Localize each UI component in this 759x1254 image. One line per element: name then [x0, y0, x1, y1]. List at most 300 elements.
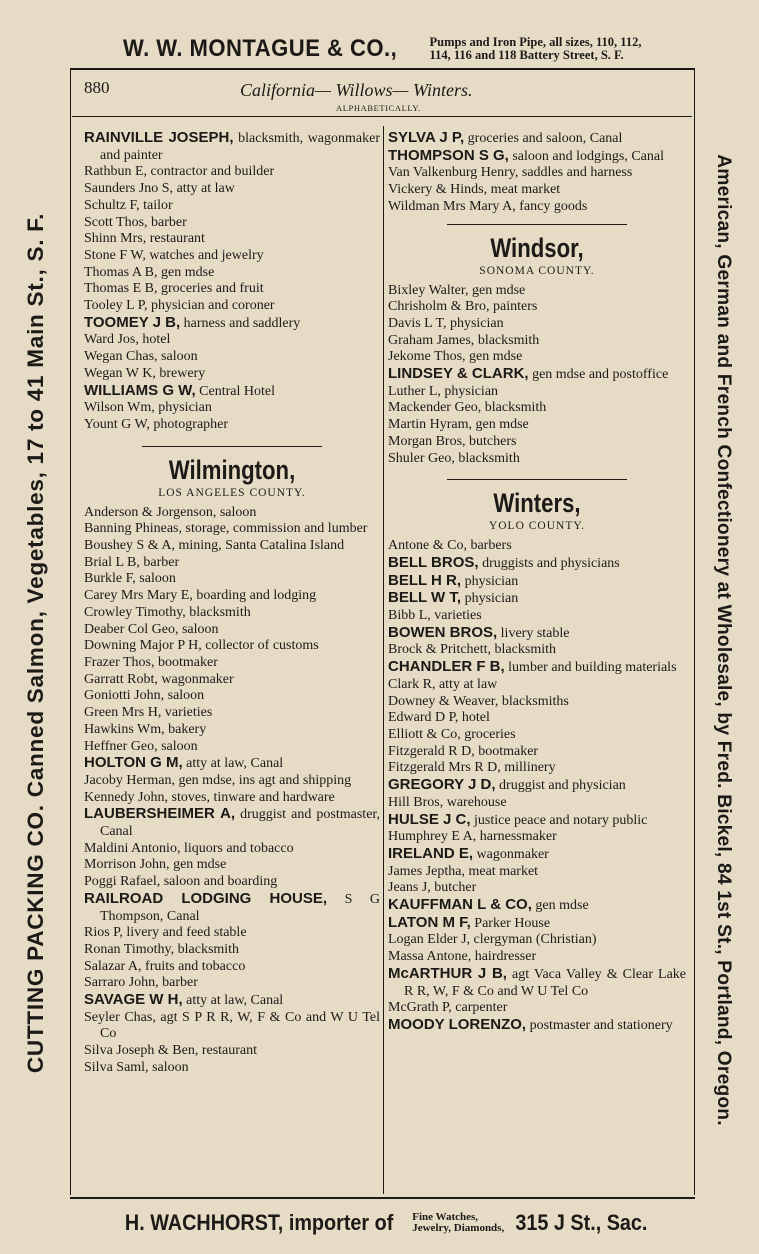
entry-occupation: physician — [440, 383, 499, 399]
entry-name: Ward Jos, — [84, 332, 139, 348]
directory-entry — [388, 316, 686, 333]
directory-entry — [388, 897, 686, 915]
entry-name: Saunders Jno S, — [84, 181, 174, 197]
entry-name: Ronan Timothy, — [84, 941, 175, 957]
county-label-windsor: SONOMA COUNTY. — [479, 264, 595, 277]
entry-name: Shinn Mrs, — [84, 231, 147, 247]
directory-entry — [388, 864, 686, 881]
entry-name: McARTHUR J B, — [388, 964, 507, 982]
directory-entry — [84, 130, 380, 164]
directory-entry — [388, 349, 686, 366]
directory-entry — [84, 505, 380, 522]
directory-entry — [84, 1010, 380, 1043]
winters-entries-list — [388, 538, 686, 1034]
entry-name: Goniotti John, — [84, 688, 165, 704]
bottom-ad-address: 315 J St., Sac. — [515, 1210, 648, 1235]
left-column — [84, 130, 380, 1077]
willows-entries-list — [84, 130, 380, 434]
entry-occupation: blacksmith, wagonmaker and painter — [100, 131, 380, 163]
town-heading-winters: Winters, — [493, 488, 581, 519]
entry-occupation: saloon — [178, 621, 219, 637]
entry-occupation: photographer — [149, 416, 229, 432]
directory-entry — [84, 164, 380, 181]
entry-occupation: saloon — [157, 738, 198, 754]
entry-occupation: meat market — [464, 863, 539, 879]
directory-entry — [388, 400, 686, 417]
directory-entry — [388, 966, 686, 1000]
entry-name: Scott Thos, — [84, 214, 148, 230]
entry-occupation: groceries and saloon, Canal — [464, 131, 623, 146]
entry-occupation: gen mdse — [157, 264, 215, 280]
directory-entry — [388, 130, 686, 148]
directory-entry — [84, 265, 380, 282]
entry-name: BELL BROS, — [388, 553, 479, 571]
directory-entry — [388, 608, 686, 625]
directory-entry — [84, 215, 380, 232]
entry-name: Sarraro John, — [84, 975, 159, 991]
entry-name: Downing Major P H, — [84, 638, 202, 654]
town-heading-wilmington: Wilmington, — [168, 454, 296, 485]
right-side-ad-text: American, German and French Confectionery at Wholesale, by Fred. Bickel, 84 1st St., Portland, Oregon. — [713, 154, 734, 1126]
directory-entry — [388, 573, 686, 591]
entry-occupation: atty at law — [173, 181, 235, 197]
entry-name: Hawkins Wm, — [84, 721, 165, 737]
entry-name: Carey Mrs Mary E, — [84, 588, 193, 604]
header-rule — [72, 116, 692, 117]
entry-occupation: physician — [461, 591, 519, 607]
directory-entry — [84, 959, 380, 976]
directory-entry — [84, 925, 380, 942]
directory-entry — [388, 199, 686, 216]
entry-occupation: groceries — [460, 726, 516, 742]
directory-entry — [388, 165, 686, 182]
directory-entry — [84, 688, 380, 705]
directory-entry — [388, 366, 686, 384]
entry-name: Seyler Chas, — [84, 1009, 156, 1025]
entry-name: GREGORY J D, — [388, 776, 496, 794]
directory-entry — [388, 727, 686, 744]
entry-occupation: lumber and building materials — [504, 660, 677, 676]
entry-name: Rios P, — [84, 925, 123, 941]
directory-entry — [388, 880, 686, 897]
directory-entry — [388, 659, 686, 677]
entry-name: Hill Bros, — [388, 794, 444, 810]
entry-occupation: hotel — [138, 332, 171, 348]
entry-name: TOOMEY J B, — [84, 313, 181, 331]
entry-occupation: boarding and lodging — [192, 588, 317, 604]
entry-occupation: druggists and physicians — [478, 555, 620, 571]
directory-entry — [84, 281, 380, 298]
directory-entry — [84, 538, 380, 555]
entry-occupation: restaurant — [146, 231, 205, 247]
bottom-ad-goods-line-2: Jewelry, Diamonds, — [412, 1222, 505, 1234]
town-heading-windsor: Windsor, — [490, 232, 584, 263]
directory-entry — [84, 366, 380, 383]
entry-name: Fitzgerald R D, — [388, 743, 475, 759]
entry-name: Yount G W, — [84, 416, 150, 432]
entry-occupation: gen mdse — [468, 282, 526, 298]
directory-entry — [388, 333, 686, 350]
directory-entry — [84, 349, 380, 366]
running-title: California— Willows— Winters. — [240, 80, 473, 100]
directory-entry — [84, 383, 380, 401]
entry-occupation: fancy goods — [515, 198, 588, 214]
directory-entry — [84, 992, 380, 1010]
entry-occupation: physician and coroner — [147, 298, 275, 314]
top-advertisement — [70, 30, 695, 70]
entry-name: Wegan Chas, — [84, 349, 158, 365]
entry-occupation: druggist and physician — [495, 778, 626, 794]
entry-occupation: meat market — [487, 182, 561, 198]
entry-occupation: butchers — [465, 433, 517, 449]
alphabetically-label: ALPHABETICALLY. — [336, 103, 421, 113]
entry-occupation: saloon — [216, 504, 257, 520]
entry-occupation: barber — [139, 554, 180, 570]
entry-occupation: varieties — [430, 608, 482, 624]
entry-occupation: watches and jewelry — [145, 247, 264, 263]
entry-name: LINDSEY & CLARK, — [388, 365, 529, 383]
directory-entry — [84, 655, 380, 672]
entry-occupation: bakery — [164, 721, 207, 737]
entry-occupation: physician — [154, 400, 212, 416]
left-side-ad-text: CUTTING PACKING CO. Canned Salmon, Vegetables, 17 to 41 Main St., S. F. — [23, 212, 49, 1073]
entry-name: Morgan Bros, — [388, 433, 466, 449]
directory-entry — [84, 942, 380, 959]
entry-occupation: gen mdse — [531, 898, 589, 914]
entry-name: Thomas A B, — [84, 264, 158, 280]
entry-name: Luther L, — [388, 383, 441, 399]
entry-name: MOODY LORENZO, — [388, 1015, 527, 1033]
entry-occupation: blacksmith — [174, 941, 240, 957]
county-label-wilmington: LOS ANGELES COUNTY. — [158, 486, 306, 499]
entry-occupation: blacksmith — [491, 642, 556, 658]
directory-entry — [84, 806, 380, 840]
entry-occupation: restaurant — [198, 1043, 258, 1059]
entry-occupation: fruits and tobacco — [141, 958, 246, 974]
directory-entry — [84, 298, 380, 315]
section-divider — [447, 479, 627, 480]
directory-entry — [84, 638, 380, 655]
entry-occupation: saloon and lodgings, Canal — [508, 148, 664, 164]
entry-name: Boushey S & A, — [84, 538, 176, 554]
directory-entry — [388, 932, 686, 949]
entry-name: James Jeptha, — [388, 863, 465, 879]
directory-entry — [84, 891, 380, 925]
top-ad-details — [430, 36, 642, 62]
directory-entry — [388, 283, 686, 300]
directory-entry — [388, 694, 686, 711]
entry-occupation: atty at law, Canal — [182, 756, 284, 772]
entry-name: Van Valkenburg Henry, — [388, 165, 519, 181]
entry-occupation: hairdresser — [471, 949, 537, 965]
entry-name: Graham James, — [388, 332, 475, 348]
directory-entry — [388, 182, 686, 199]
directory-entry — [84, 555, 380, 572]
entry-name: BELL H R, — [388, 571, 462, 589]
directory-entry — [84, 739, 380, 756]
entry-name: SAVAGE W H, — [84, 991, 183, 1009]
entry-name: Mackender Geo, — [388, 400, 482, 416]
entry-name: Crowley Timothy, — [84, 604, 186, 620]
top-ad-line-2: 114, 116 and 118 Battery Street, S. F. — [429, 48, 624, 62]
entry-name: Chrisholm & Bro, — [388, 299, 490, 315]
right-side-advertisement — [700, 75, 746, 1205]
entry-occupation: saloon — [157, 349, 198, 365]
entry-occupation: tailor — [139, 197, 173, 213]
bottom-ad-goods — [412, 1212, 504, 1234]
entry-name: Heffner Geo, — [84, 738, 158, 754]
entry-name: Salazar A, — [84, 958, 142, 974]
directory-entry — [84, 332, 380, 349]
entry-occupation: agt S P R R, W, F & Co and W U Tel Co — [100, 1009, 381, 1042]
entry-occupation: bootmaker — [154, 654, 218, 670]
entry-occupation: blacksmith — [481, 400, 547, 416]
entry-occupation: barber — [158, 975, 198, 991]
directory-entry — [84, 705, 380, 722]
directory-entry — [84, 181, 380, 198]
entry-name: Kennedy John, — [84, 789, 168, 805]
willows-continued-entries-list — [388, 130, 686, 216]
directory-entry — [388, 555, 686, 573]
directory-entry — [84, 231, 380, 248]
bottom-ad-company: H. WACHHORST, importer of — [124, 1210, 394, 1235]
entry-name: Clark R, — [388, 676, 436, 692]
page-number: 880 — [84, 78, 110, 97]
entry-occupation: contractor and builder — [147, 164, 275, 180]
directory-entry — [84, 315, 380, 333]
entry-name: BOWEN BROS, — [388, 623, 498, 641]
entry-occupation: painters — [489, 299, 538, 315]
entry-name: Shuler Geo, — [388, 450, 455, 466]
directory-entry — [388, 846, 686, 864]
directory-entry — [388, 949, 686, 966]
directory-entry — [388, 625, 686, 643]
top-ad-company: W. W. MONTAGUE & CO., — [123, 35, 398, 62]
directory-entry — [388, 795, 686, 812]
directory-entry — [388, 434, 686, 451]
directory-entry — [388, 1017, 686, 1035]
entry-occupation: S G Thompson, Canal — [100, 891, 380, 924]
section-divider — [447, 224, 627, 225]
entry-name: Brock & Pritchett, — [388, 642, 492, 658]
entry-occupation: varieties — [161, 705, 213, 721]
entry-name: RAILROAD LODGING HOUSE, — [84, 889, 328, 907]
county-label-winters: YOLO COUNTY. — [488, 520, 586, 533]
entry-name: Davis L T, — [388, 315, 447, 331]
entry-occupation: blacksmith — [454, 450, 520, 466]
entry-occupation: wagonmaker — [473, 846, 549, 862]
right-column — [388, 130, 686, 1035]
entry-name: Jekome Thos, — [388, 349, 466, 365]
entry-occupation: hotel — [458, 710, 490, 726]
directory-entry — [388, 417, 686, 434]
entry-name: Frazer Thos, — [84, 654, 155, 670]
column-divider — [383, 126, 384, 1194]
entry-occupation: millinery — [500, 760, 556, 776]
entry-occupation: postmaster and stationery — [526, 1017, 673, 1033]
directory-entry — [84, 857, 380, 874]
entry-occupation: butcher — [430, 880, 477, 896]
entry-occupation: physician — [461, 573, 519, 589]
entry-name: Downey & Weaver, — [388, 693, 499, 709]
entry-name: Schultz F, — [84, 197, 140, 213]
directory-entry — [84, 248, 380, 265]
entry-name: Morrison John, — [84, 857, 170, 873]
left-side-advertisement — [14, 80, 58, 1205]
directory-entry — [84, 1060, 380, 1077]
bottom-advertisement — [70, 1197, 695, 1247]
entry-name: Wilson Wm, — [84, 400, 155, 416]
entry-occupation: bootmaker — [474, 743, 539, 759]
directory-entry — [84, 605, 380, 622]
directory-entry — [84, 622, 380, 639]
entry-name: Tooley L P, — [84, 298, 148, 314]
entry-occupation: Central Hotel — [195, 383, 275, 399]
entry-name: McGrath P, — [388, 1000, 452, 1016]
entry-occupation: warehouse — [443, 794, 507, 810]
directory-entry — [84, 1043, 380, 1060]
directory-entry — [84, 571, 380, 588]
entry-name: CHANDLER F B, — [388, 658, 505, 676]
directory-entry — [388, 642, 686, 659]
entry-occupation: physician — [446, 315, 504, 331]
entry-occupation: Parker House — [470, 915, 551, 931]
entry-occupation: gen mdse, ins agt and shipping — [174, 772, 352, 788]
directory-entry — [388, 710, 686, 727]
directory-entry — [84, 400, 380, 417]
entry-name: Humphrey E A, — [388, 829, 477, 845]
entry-name: Thomas E B, — [84, 281, 158, 297]
entry-occupation: groceries and fruit — [157, 281, 264, 297]
entry-name: Logan Elder J, — [388, 932, 471, 948]
entry-name: THOMPSON S G, — [388, 146, 509, 164]
entry-occupation: blacksmith — [185, 604, 251, 620]
entry-occupation: druggist and postmaster, Canal — [100, 807, 381, 840]
directory-entry — [84, 588, 380, 605]
entry-name: Bixley Walter, — [388, 282, 469, 298]
entry-occupation: gen mdse — [471, 417, 529, 433]
entry-occupation: atty at law — [435, 676, 498, 692]
entry-name: Fitzgerald Mrs R D, — [388, 760, 501, 776]
bottom-ad-goods-line-1: Fine Watches, — [412, 1211, 479, 1223]
entry-name: SYLVA J P, — [388, 129, 465, 146]
entry-occupation: harnessmaker — [476, 829, 557, 845]
entry-name: HOLTON G M, — [84, 754, 183, 772]
entry-name: Jeans J, — [388, 880, 431, 896]
entry-occupation: saloon — [164, 688, 205, 704]
entry-occupation: harness and saddlery — [180, 315, 301, 331]
entry-name: Garratt Robt, — [84, 671, 158, 687]
directory-entry — [388, 451, 686, 468]
entry-occupation: liquors and tobacco — [180, 840, 294, 856]
entry-occupation: livery stable — [497, 625, 570, 641]
entry-name: Banning Phineas, — [84, 521, 182, 537]
entry-occupation: saloon — [148, 1059, 189, 1075]
entry-occupation: saddles and harness — [518, 165, 633, 181]
entry-occupation: brewery — [155, 365, 206, 381]
directory-entry — [84, 874, 380, 891]
entry-name: KAUFFMAN L & CO, — [388, 896, 532, 914]
entry-occupation: justice peace and notary public — [470, 812, 648, 828]
directory-entry — [84, 722, 380, 739]
entry-name: Deaber Col Geo, — [84, 621, 179, 637]
directory-entry — [84, 521, 380, 538]
entry-name: Antone & Co, — [388, 538, 467, 554]
entry-name: Rathbun E, — [84, 164, 147, 180]
directory-entry — [388, 812, 686, 830]
directory-entry — [84, 417, 380, 434]
entry-occupation: storage, commission and lumber — [182, 521, 368, 537]
entry-name: Brial L B, — [84, 554, 140, 570]
directory-entry — [388, 538, 686, 555]
entry-occupation: clergyman (Christian) — [470, 932, 597, 948]
entry-name: Wegan W K, — [84, 365, 156, 381]
directory-entry — [84, 790, 380, 807]
entry-occupation: saloon — [135, 571, 176, 587]
entry-name: Poggi Rafael, — [84, 874, 161, 890]
entry-name: Stone F W, — [84, 247, 146, 263]
directory-entry — [388, 148, 686, 166]
entry-occupation: gen mdse — [465, 349, 523, 365]
entry-name: Edward D P, — [388, 710, 459, 726]
entry-name: Vickery & Hinds, — [388, 182, 488, 198]
entry-name: Silva Saml, — [84, 1059, 149, 1075]
directory-entry — [388, 829, 686, 846]
entry-occupation: carpenter — [451, 1000, 508, 1016]
directory-entry — [388, 1000, 686, 1017]
entry-name: WILLIAMS G W, — [84, 381, 196, 399]
entry-name: Anderson & Jorgenson, — [84, 504, 217, 520]
directory-entry — [84, 975, 380, 992]
entry-occupation: collector of customs — [201, 638, 319, 654]
directory-entry — [388, 777, 686, 795]
entry-name: Elliott & Co, — [388, 726, 461, 742]
entry-occupation: gen mdse — [169, 857, 227, 873]
directory-entry — [84, 773, 380, 790]
entry-occupation: stoves, tinware and hardware — [168, 789, 335, 805]
directory-entry — [388, 760, 686, 777]
windsor-entries-list — [388, 283, 686, 468]
entry-name: Martin Hyram, — [388, 417, 472, 433]
entry-name: Silva Joseph & Ben, — [84, 1043, 199, 1059]
entry-name: Maldini Antonio, — [84, 840, 181, 856]
entry-occupation: barber — [147, 214, 187, 230]
entry-occupation: atty at law, Canal — [182, 993, 284, 1009]
entry-occupation: blacksmith — [474, 332, 540, 348]
entry-occupation: blacksmiths — [498, 693, 569, 709]
directory-entry — [388, 299, 686, 316]
entry-occupation: mining, Santa Catalina Island — [175, 538, 345, 554]
directory-entry — [84, 755, 380, 773]
entry-name: Burkle F, — [84, 571, 136, 587]
entry-name: BELL W T, — [388, 589, 462, 607]
directory-entry — [84, 841, 380, 858]
entry-name: Green Mrs H, — [84, 705, 162, 721]
top-ad-line-1: Pumps and Iron Pipe, all sizes, 110, 112, — [429, 35, 642, 49]
entry-occupation: agt Vaca Valley & Clear Lake R R, W, F & Co and W U Tel Co — [404, 966, 687, 999]
section-divider — [142, 446, 322, 447]
directory-entry — [84, 672, 380, 689]
entry-name: IRELAND E, — [388, 844, 474, 862]
directory-entry — [388, 384, 686, 401]
directory-entry — [388, 677, 686, 694]
entry-name: Jacoby Herman, — [84, 772, 175, 788]
entry-name: LAUBERSHEIMER A, — [84, 805, 236, 823]
directory-entry — [84, 198, 380, 215]
directory-entry — [388, 590, 686, 608]
entry-name: LATON M F, — [388, 913, 471, 931]
entry-name: Massa Antone, — [388, 949, 472, 965]
